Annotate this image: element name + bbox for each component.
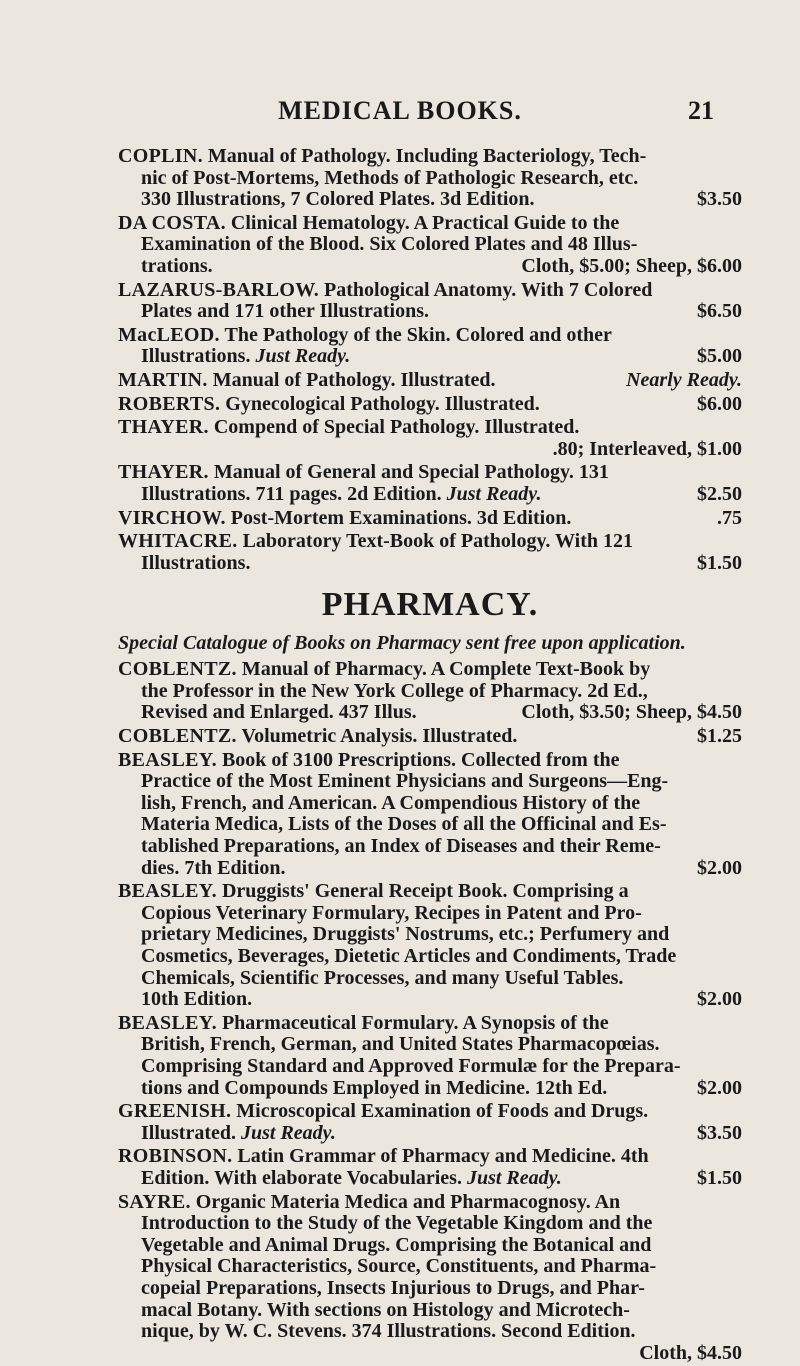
catalogue-content (118, 146, 742, 1366)
entry-line: Materia Medica, Lists of the Doses of all the Officinal and Es- (141, 813, 667, 836)
entry-line: Organic Materia Medica and Pharmacognosy. An (195, 1190, 621, 1213)
entry-price: $3.50 (697, 188, 742, 211)
entry-status: Nearly Ready. (626, 368, 742, 391)
book-entry-beasley-prescriptions (118, 750, 742, 880)
entry-author: BEASLEY. (118, 880, 217, 903)
entry-line: The Pathology of the Skin. Colored and other (224, 323, 612, 346)
book-entry-da-costa (118, 213, 742, 278)
entry-line: Manual of General and Special Pathology. 131 (213, 461, 609, 484)
entry-price: $1.50 (697, 551, 742, 574)
entry-line: British, French, German, and United States Pharmacopœias. (141, 1033, 660, 1056)
entry-line: copeial Preparations, Insects Injurious to Drugs, and Phar- (141, 1276, 645, 1299)
book-entry-coblentz-manual (118, 659, 742, 724)
entry-line: Volumetric Analysis. Illustrated. (241, 725, 518, 748)
page-title: MEDICAL BOOKS. (278, 96, 522, 125)
entry-line: the Professor in the New York College of Pharmacy. 2d Ed., (141, 679, 648, 702)
running-head (0, 96, 800, 126)
book-entry-coblentz-volumetric (118, 726, 742, 748)
entry-price: $2.00 (697, 856, 742, 879)
entry-author: SAYRE. (118, 1190, 191, 1213)
entry-author: ROBERTS. (118, 392, 221, 415)
entry-author: BEASLEY. (118, 748, 217, 771)
entry-line: trations. (141, 254, 213, 277)
entry-line: nique, by W. C. Stevens. 374 Illustrations. Second Edition. (141, 1320, 636, 1343)
entry-line: Introduction to the Study of the Vegetable Kingdom and the (141, 1212, 653, 1235)
entry-price: $2.50 (697, 482, 742, 505)
entry-line: 330 Illustrations, 7 Colored Plates. 3d Edition. (141, 188, 535, 211)
entry-price: $2.00 (697, 1076, 742, 1099)
entry-price: $3.50 (697, 1121, 742, 1144)
entry-price: $6.50 (697, 300, 742, 323)
entry-price: $2.00 (697, 988, 742, 1011)
entry-line: Examination of the Blood. Six Colored Plates and 48 Illus- (141, 233, 638, 256)
entry-line: tablished Preparations, an Index of Diseases and their Reme- (141, 835, 661, 858)
entry-price: .75 (717, 506, 742, 529)
entry-price: $5.00 (697, 345, 742, 368)
entry-line: tions and Compounds Employed in Medicine. 12th Ed. (141, 1076, 608, 1099)
entry-price: .80; Interleaved, $1.00 (552, 437, 742, 460)
entry-line: Latin Grammar of Pharmacy and Medicine. 4th (237, 1145, 649, 1168)
entry-author: BEASLEY. (118, 1011, 217, 1034)
entry-status: Just Ready. (241, 1121, 336, 1144)
entry-line: nic of Post-Mortems, Methods of Pathologic Research, etc. (141, 166, 639, 189)
entry-line: Copious Veterinary Formulary, Recipes in Patent and Pro- (141, 901, 642, 924)
book-entry-lazarus-barlow (118, 280, 742, 323)
entry-line: Pathological Anatomy. With 7 Colored (324, 278, 653, 301)
book-entry-beasley-formulary (118, 1013, 742, 1099)
entry-line: Post-Mortem Examinations. 3d Edition. (230, 506, 572, 529)
book-entry-thayer-manual (118, 462, 742, 505)
entry-status: Just Ready. (466, 1166, 562, 1189)
entry-price: $1.50 (697, 1166, 742, 1189)
section-heading-pharmacy: PHARMACY. (321, 586, 539, 624)
book-entry-whitacre (118, 531, 742, 574)
entry-line: Microscopical Examination of Foods and Drugs. (236, 1100, 649, 1123)
book-entry-coplin (118, 146, 742, 211)
entry-line: Manual of Pathology. Illustrated. (212, 368, 496, 391)
entry-line: Clinical Hematology. A Practical Guide to the (230, 211, 620, 234)
entry-author: WHITACRE. (118, 530, 238, 553)
entry-author: ROBINSON. (118, 1145, 233, 1168)
entry-line: dies. 7th Edition. (141, 856, 286, 879)
entry-line: Physical Characteristics, Source, Constituents, and Pharma- (141, 1255, 657, 1278)
entry-price: $6.00 (697, 392, 742, 415)
entry-author: COBLENTZ. (118, 725, 237, 748)
entry-author: COPLIN. (118, 145, 203, 167)
entry-line: Plates and 171 other Illustrations. (141, 300, 429, 323)
entry-author: LAZARUS-BARLOW. (118, 278, 320, 301)
entry-author: THAYER. (118, 461, 209, 484)
entry-line: Illustrations. (141, 345, 251, 368)
entry-price: Cloth, $5.00; Sheep, $6.00 (521, 254, 742, 277)
entry-line: Illustrations. 711 pages. 2d Edition. (141, 482, 442, 505)
entry-author: COBLENTZ. (118, 658, 237, 681)
entry-author: DA COSTA. (118, 211, 226, 234)
entry-line: Illustrations. (141, 551, 251, 574)
entry-line: Compend of Special Pathology. Illustrated. (213, 416, 580, 439)
book-entry-macleod (118, 325, 742, 368)
entry-line: 10th Edition. (141, 988, 253, 1011)
entry-line: Practice of the Most Eminent Physicians and Surgeons—Eng- (141, 770, 669, 793)
entry-line: Edition. With elaborate Vocabularies. (141, 1166, 462, 1189)
entry-author: MARTIN. (118, 368, 208, 391)
entry-status: Just Ready. (255, 345, 351, 368)
entry-author: VIRCHOW. (118, 506, 226, 529)
entry-price: Cloth, $3.50; Sheep, $4.50 (521, 701, 742, 724)
page-number: 21 (688, 96, 714, 125)
entry-line: Druggists' General Receipt Book. Comprising a (221, 880, 629, 903)
book-entry-roberts (118, 394, 742, 416)
entry-status: Just Ready. (446, 482, 542, 505)
book-entry-thayer-compend (118, 417, 742, 460)
entry-line: Pharmaceutical Formulary. A Synopsis of the (221, 1011, 609, 1034)
entry-line: prietary Medicines, Druggists' Nostrums, etc.; Perfumery and (141, 923, 670, 946)
entry-author: GREENISH. (118, 1100, 232, 1123)
entry-line: Illustrated. (141, 1121, 236, 1144)
entry-line: Vegetable and Animal Drugs. Comprising the Botanical and (141, 1233, 652, 1256)
entry-line: Manual of Pathology. Including Bacteriology, Tech- (207, 145, 647, 167)
section-note: Special Catalogue of Books on Pharmacy sent free upon application. (118, 632, 686, 655)
entry-line: macal Botany. With sections on Histology and Microtech- (141, 1298, 630, 1321)
entry-line: Revised and Enlarged. 437 Illus. (141, 701, 417, 724)
entry-line: lish, French, and American. A Compendious History of the (141, 791, 641, 814)
entry-price: $1.25 (697, 725, 742, 748)
entry-line: Cosmetics, Beverages, Dietetic Articles and Condiments, Trade (141, 945, 677, 967)
entry-line: Manual of Pharmacy. A Complete Text-Book by (241, 658, 651, 681)
book-entry-martin (118, 370, 742, 392)
entry-author: MacLEOD. (118, 323, 220, 346)
entry-line: Comprising Standard and Approved Formulæ for the Prepara- (141, 1054, 681, 1077)
entry-line: Gynecological Pathology. Illustrated. (225, 392, 540, 415)
entry-price: Cloth, $4.50 (639, 1341, 742, 1364)
entry-line: Chemicals, Scientific Processes, and many Useful Tables. (141, 966, 624, 989)
book-entry-virchow (118, 508, 742, 530)
entry-line: Laboratory Text-Book of Pathology. With 121 (242, 530, 633, 553)
book-entry-sayre (118, 1192, 742, 1365)
entry-line: Book of 3100 Prescriptions. Collected from the (221, 748, 620, 771)
entry-author: THAYER. (118, 416, 209, 439)
book-entry-greenish (118, 1101, 742, 1144)
book-entry-beasley-receipt-book (118, 881, 742, 1011)
book-entry-robinson (118, 1146, 742, 1189)
